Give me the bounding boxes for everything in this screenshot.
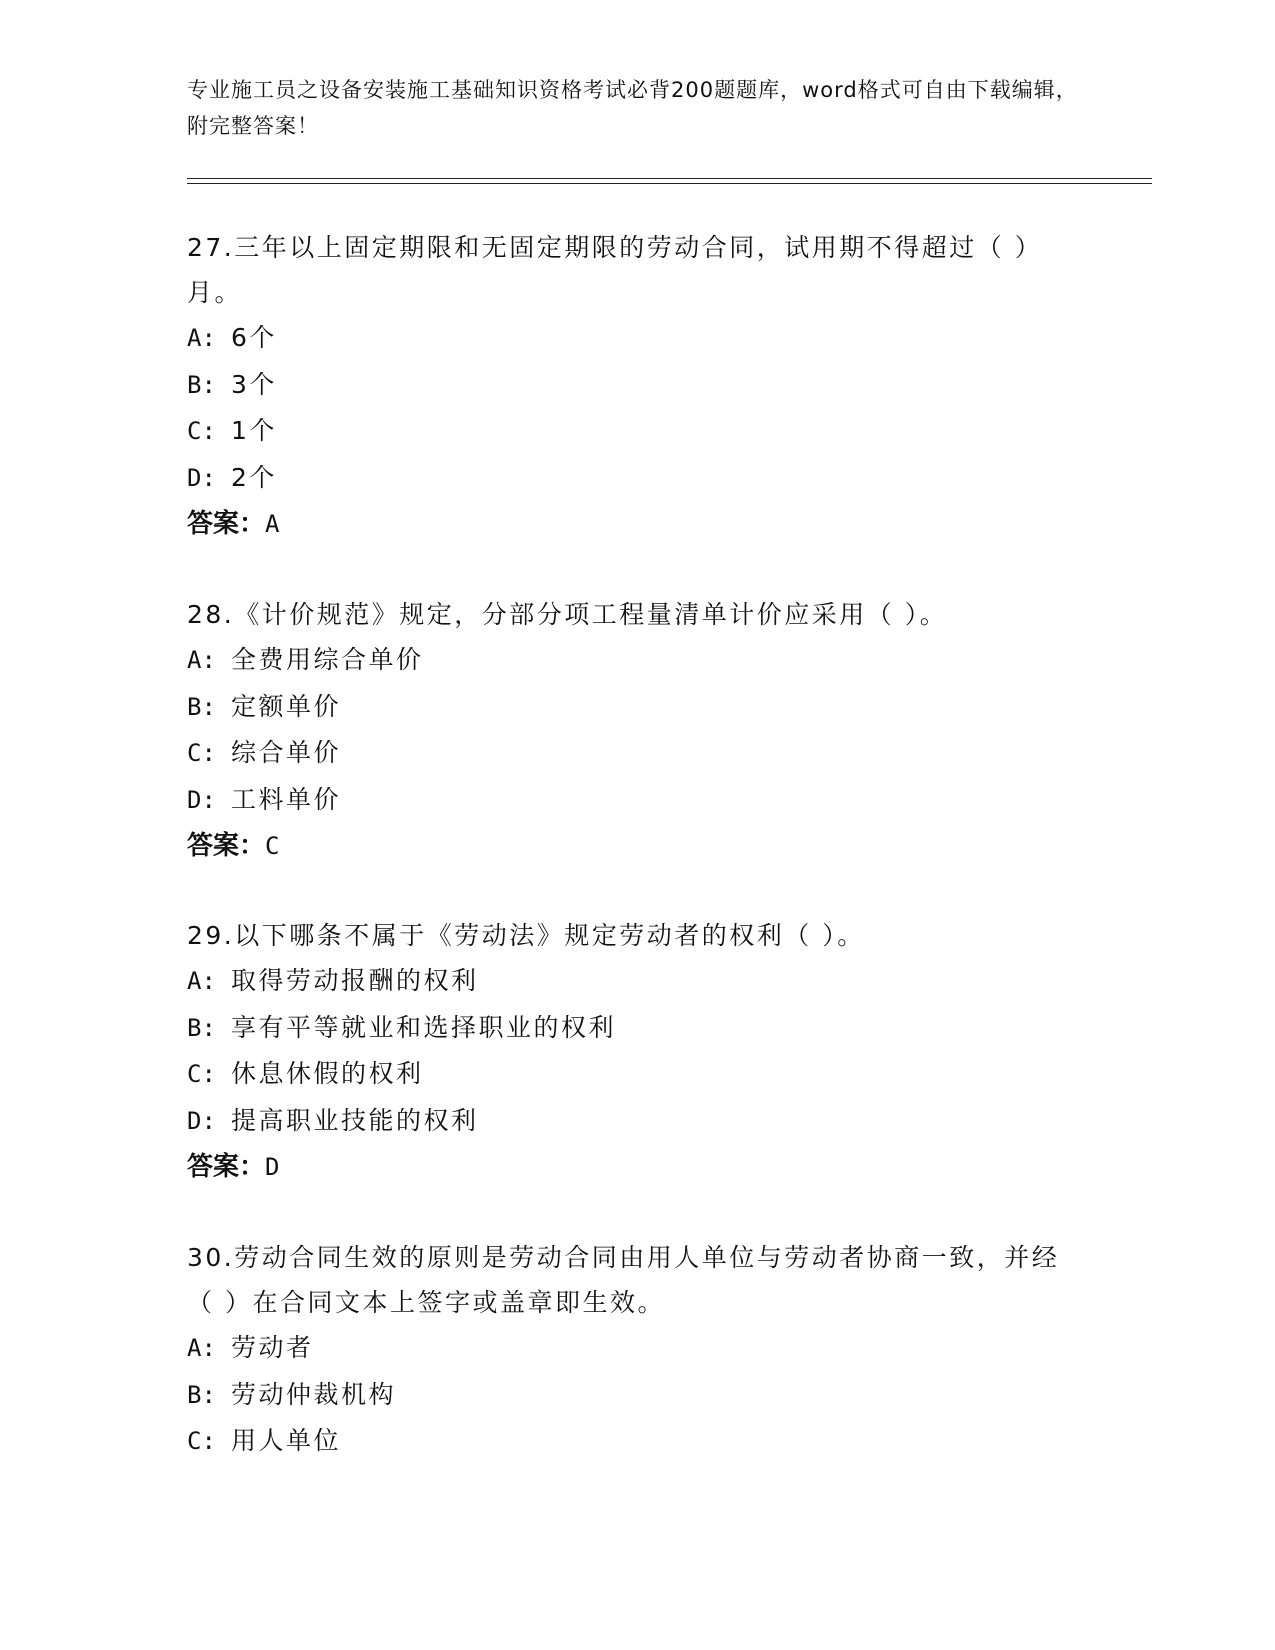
option-letter: C: xyxy=(187,1060,216,1088)
option-text: 取得劳动报酬的权利 xyxy=(231,966,479,995)
option-c xyxy=(187,408,1087,455)
option-b xyxy=(187,1005,1087,1052)
document-header: 专业施工员之设备安装施工基础知识资格考试必背200题题库，word格式可自由下载编辑，附完整答案！ xyxy=(187,78,1078,138)
option-text: 提高职业技能的权利 xyxy=(231,1105,479,1135)
option-text: 劳动者 xyxy=(231,1333,314,1362)
question-text: 30.劳动合同生效的原则是劳动合同由用人单位与劳动者协商一致，并经（ ）在合同文本上签字或盖章即生效。 xyxy=(187,1243,1060,1317)
option-a xyxy=(187,1325,1087,1372)
option-c xyxy=(187,1418,1087,1465)
option-letter: A: xyxy=(187,324,216,352)
answer-line xyxy=(187,823,1087,869)
option-text: 劳动仲裁机构 xyxy=(231,1379,397,1409)
option-letter: C: xyxy=(187,417,216,445)
answer-label: 答案： xyxy=(187,509,266,539)
option-d xyxy=(187,777,1087,824)
option-d xyxy=(187,1098,1087,1145)
option-text: 综合单价 xyxy=(231,738,342,767)
option-text: 6个 xyxy=(231,323,277,352)
question-30 xyxy=(187,1235,1087,1465)
option-letter: D: xyxy=(187,463,216,492)
option-text: 2个 xyxy=(231,462,277,492)
question-28 xyxy=(187,592,1087,869)
option-letter: B: xyxy=(187,692,216,721)
option-text: 全费用综合单价 xyxy=(231,645,424,674)
question-text: 28.《计价规范》规定，分部分项工程量清单计价应采用（ ）。 xyxy=(187,600,948,629)
option-b xyxy=(187,684,1087,731)
answer-value: D xyxy=(265,1153,280,1181)
option-letter: B: xyxy=(187,370,216,399)
question-27 xyxy=(187,225,1087,547)
answer-line xyxy=(187,1144,1087,1190)
option-letter: B: xyxy=(187,1380,216,1409)
option-text: 享有平等就业和选择职业的权利 xyxy=(231,1012,617,1042)
option-letter: D: xyxy=(187,785,216,814)
option-c xyxy=(187,730,1087,777)
option-b xyxy=(187,1372,1087,1419)
question-text: 29.以下哪条不属于《劳动法》规定劳动者的权利（ ）。 xyxy=(187,921,865,950)
question-text: 27.三年以上固定期限和无固定期限的劳动合同，试用期不得超过（ ）月。 xyxy=(187,233,1043,307)
option-text: 用人单位 xyxy=(231,1426,342,1455)
header-divider-bottom xyxy=(187,183,1152,184)
header-divider-top xyxy=(187,178,1152,179)
option-text: 定额单价 xyxy=(231,691,342,721)
option-letter: C: xyxy=(187,1427,216,1455)
option-a xyxy=(187,958,1087,1005)
option-letter: B: xyxy=(187,1013,216,1042)
answer-value: C xyxy=(265,832,280,860)
option-text: 休息休假的权利 xyxy=(231,1059,424,1088)
option-b xyxy=(187,362,1087,409)
option-c xyxy=(187,1051,1087,1098)
option-text: 1个 xyxy=(231,416,277,445)
answer-value: A xyxy=(265,510,280,538)
option-text: 工料单价 xyxy=(231,784,342,814)
option-text: 3个 xyxy=(231,369,277,399)
answer-line xyxy=(187,501,1087,547)
option-letter: D: xyxy=(187,1106,216,1135)
option-a xyxy=(187,637,1087,684)
question-29 xyxy=(187,913,1087,1190)
option-d xyxy=(187,455,1087,502)
option-a xyxy=(187,315,1087,362)
option-letter: A: xyxy=(187,1334,216,1362)
option-letter: A: xyxy=(187,967,216,995)
answer-label: 答案： xyxy=(187,1152,266,1182)
option-letter: A: xyxy=(187,646,216,674)
option-letter: C: xyxy=(187,739,216,767)
answer-label: 答案： xyxy=(187,831,266,861)
